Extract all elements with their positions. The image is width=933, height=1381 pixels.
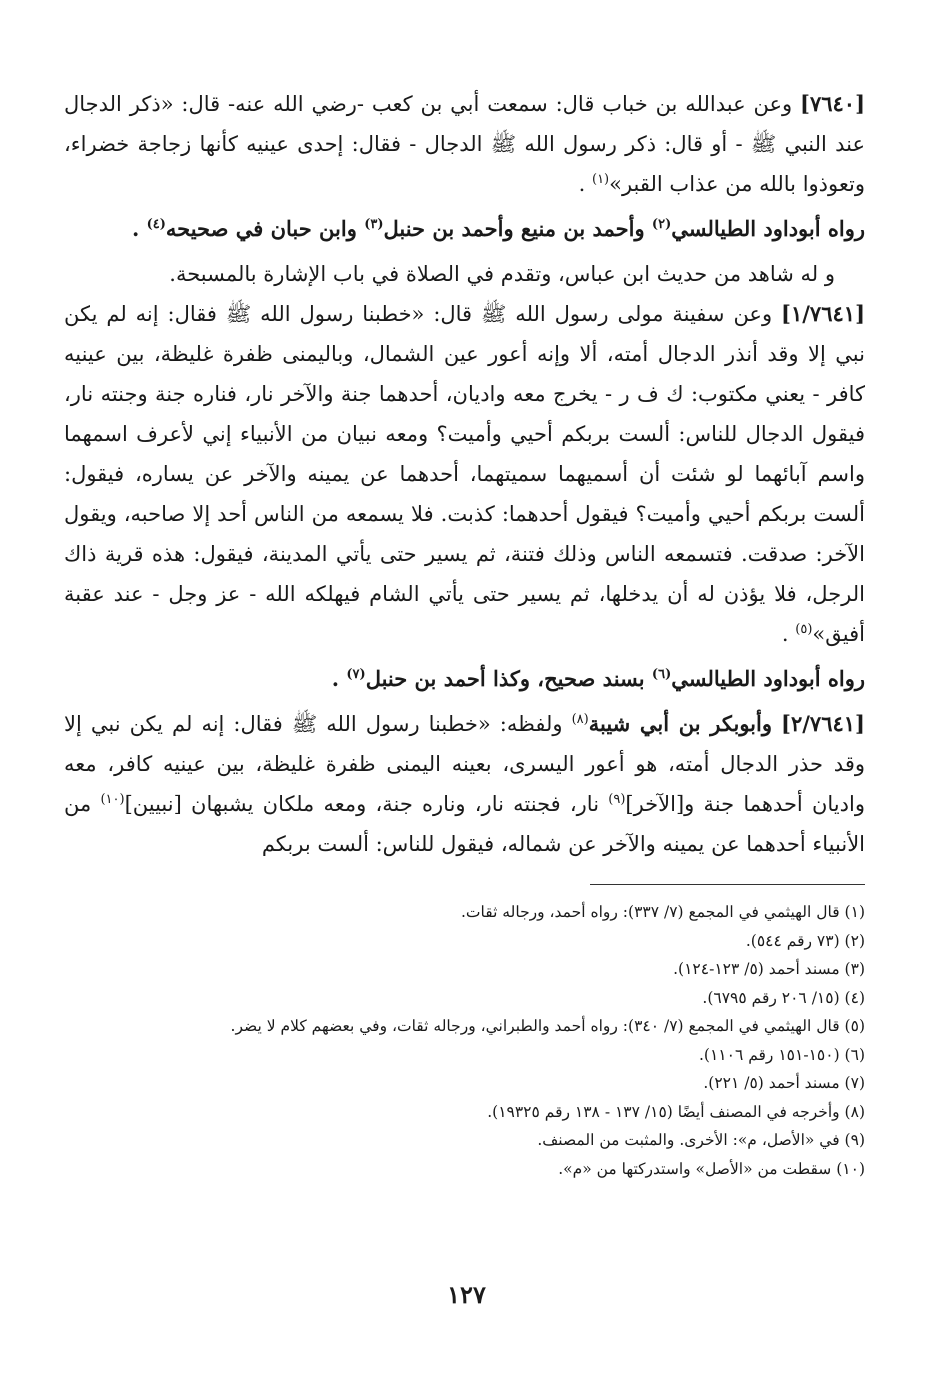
sentence-end: . — [578, 172, 586, 196]
footnote-marker: (١٠) — [100, 792, 125, 807]
footnote-item: (٦) (١٥٠-١٥١ رقم ١١٠٦). — [698, 1045, 865, 1064]
narration-text: رواه أبوداود الطيالسي — [671, 216, 865, 241]
narration-line — [64, 656, 865, 702]
footnote-marker: (٨) — [571, 712, 589, 727]
footnote-item: (٣) مسند أحمد (٥/ ١٢٣-١٢٤). — [673, 960, 865, 978]
narration-text: وأحمد بن منيع وأحمد بن حنبل — [383, 216, 652, 241]
hadith-7640 — [64, 84, 865, 204]
footnote-item: (٩) في «الأصل، م»: الأخرى. والمثبت من المصنف. — [537, 1131, 865, 1149]
sentence-end: . — [331, 666, 340, 691]
footnote-separator — [590, 884, 865, 885]
hadith-7641-1 — [64, 294, 865, 654]
sentence-end: . — [781, 622, 789, 646]
footnote-marker: (٦) — [651, 667, 672, 682]
hadith-ref-number: [٢/٧٦٤١] — [781, 711, 865, 736]
hadith-ref-number: [١/٧٦٤١] — [781, 301, 865, 326]
narration-text: رواه أبوداود الطيالسي — [671, 666, 865, 691]
hadith-text: وعن سفينة مولى رسول الله ﷺ قال: «خطبنا رسول الله ﷺ فقال: إنه لم يكن نبي إلا وقد أنذر الدجال أمته، ألا وإنه أعور عين الشمال، وباليمنى ظفرة غليظة، بين عينيه كافر - يعني مكتوب: ك ف ر - يخرج معه واديان، أحدهما جنة والآخر نار، فناره جنة وجنته نار، فيقول الدجال للناس: ألست بربكم أحيي وأميت؟ ومعه نبيان من الأنبياء إني لأعرف اسمهما واسم آبائهما لو شئت أن أسميهما سميتهما، أحدهما عن يمينه والآخر عن يساره، فيقول: ألست بربكم أحيي وأميت؟ فيقول أحدهما: كذبت. فلا يسمعه من الناس أحد إلا صاحبه، ويقول الآخر: صدقت. فتسمعه الناس وذلك فتنة، ثم يسير حتى يأتي المدينة، فيقول: هذه قرية ذاك الرجل، فلا يؤذن له أن يدخلها، ثم يسير حتى يأتي الشام فيهلكه الله - عز وجل - عند عقبة أفيق» — [64, 302, 865, 646]
hadith-text: ولفظه: «خطبنا رسول الله ﷺ فقال: إنه لم يكن نبي إلا وقد حذر الدجال أمته، هو أعور اليسرى، بعينه اليمنى ظفرة غليظة، بين عينيه كافر، معه واديان أحدهما جنة و[الآخر] — [64, 712, 866, 816]
footnote-item: (١٠) سقطت من «الأصل» واستدركتها من «م». — [558, 1159, 865, 1178]
hadith-text: نار، فجنته نار، وناره جنة، ومعه ملكان يشبهان [نبيين] — [124, 792, 609, 816]
footnote-marker: (٥) — [795, 622, 813, 637]
hadith-ref-number: [٧٦٤٠] — [800, 91, 865, 116]
witness-note: و له شاهد من حديث ابن عباس، وتقدم في الصلاة في باب الإشارة بالمسبحة. — [169, 262, 835, 286]
footnote-item: (٧) مسند أحمد (٥/ ٢٢١). — [703, 1074, 865, 1092]
footnote-marker: (٤) — [146, 217, 166, 232]
footnote-item: (٤) (١٥/ ٢٠٦ رقم ٦٧٩٥). — [702, 988, 865, 1007]
page-number: ١٢٧ — [447, 1280, 486, 1309]
footnote-marker: (٧) — [346, 667, 366, 682]
main-text — [64, 84, 865, 864]
footnote-marker: (١) — [591, 172, 610, 187]
footnote-marker: (٣) — [364, 217, 384, 232]
hadith-source: وأبوبكر بن أبي شيبة — [588, 711, 772, 736]
hadith-7641-2 — [64, 704, 865, 864]
footnote-item: (٢) (٧٣ رقم ٥٤٤). — [745, 931, 865, 950]
footnote-marker: (٩) — [608, 792, 626, 807]
footnote-item: (٨) وأخرجه في المصنف أيضًا (١٥/ ١٣٧ - ١٣٨ رقم ١٩٣٢٥). — [487, 1102, 865, 1121]
footnote-item: (١) قال الهيثمي في المجمع (٧/ ٣٣٧): رواه أحمد، ورجاله ثقات. — [460, 903, 865, 921]
narration-line — [64, 206, 865, 252]
narration-text: بسند صحيح، وكذا أحمد بن حنبل — [365, 666, 652, 691]
footnote-item: (٥) قال الهيثمي في المجمع (٧/ ٣٤٠): رواه أحمد والطبراني، ورجاله ثقات، وفي بعضهم كلام لا يضر. — [230, 1017, 865, 1035]
narration-text: وابن حبان في صحيحه — [165, 216, 365, 241]
hadith-text: من الأنبياء أحدهما عن يمينه والآخر عن شماله، فيقول للناس: ألست بربكم — [64, 792, 865, 856]
footnote-marker: (٢) — [651, 217, 672, 232]
sentence-end: . — [131, 216, 140, 241]
footnotes — [60, 898, 865, 1183]
hadith-text: وعن عبدالله بن خباب قال: سمعت أبي بن كعب -رضي الله عنه- قال: «ذكر الدجال عند النبي ﷺ - أو قال: ذكر رسول الله ﷺ الدجال - فقال: إحدى عينيه كأنها زجاجة خضراء، وتعوذوا بالله من عذاب القبر» — [64, 92, 865, 196]
